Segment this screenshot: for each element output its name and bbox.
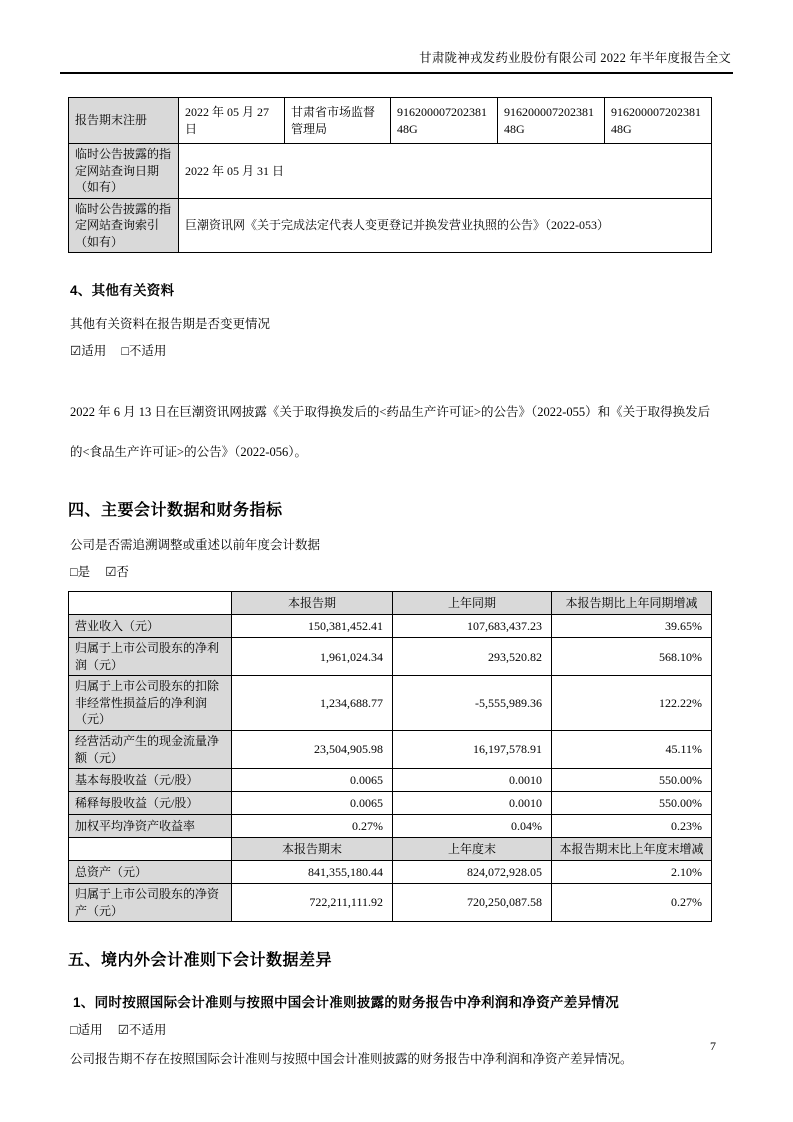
- table-row: [69, 792, 712, 815]
- value-current: 841,355,180.44: [232, 861, 393, 884]
- value-prior: -5,555,989.36: [393, 676, 552, 731]
- value-change: 550.00%: [552, 792, 712, 815]
- corner-cell: [69, 838, 232, 861]
- corner-cell: [69, 592, 232, 615]
- table-header-row: [69, 838, 712, 861]
- checkbox-label-apply: 适用: [77, 1023, 103, 1038]
- table-row: [69, 884, 712, 922]
- page-number: 7: [710, 1039, 716, 1053]
- column-header: 本报告期末比上年度末增减: [552, 838, 712, 861]
- table-row: [69, 676, 712, 731]
- value-current: 150,381,452.41: [232, 615, 393, 638]
- report-body: [68, 97, 711, 1067]
- value-prior: 824,072,928.05: [393, 861, 552, 884]
- value-current: 0.0065: [232, 792, 393, 815]
- table-row: [69, 198, 712, 253]
- value-prior: 293,520.82: [393, 638, 552, 676]
- value-prior: 0.0010: [393, 792, 552, 815]
- table-row: [69, 731, 712, 769]
- value-change: 45.11%: [552, 731, 712, 769]
- value-change: 550.00%: [552, 769, 712, 792]
- company-info-table: [68, 97, 712, 253]
- indicator-label: 加权平均净资产收益率: [69, 815, 232, 838]
- credit-code-cell: 91620000720238148G: [498, 98, 605, 144]
- table-row: [69, 98, 712, 144]
- other-info-paragraph: 2022 年 6 月 13 日在巨潮资讯网披露《关于取得换发后的<药品生产许可证>的公告》（2022-055）和《关于取得换发后的<食品生产许可证>的公告》（2022-056）。: [70, 405, 711, 460]
- value-prior: 16,197,578.91: [393, 731, 552, 769]
- table-row: [69, 769, 712, 792]
- table-row: [69, 861, 712, 884]
- value-current: 23,504,905.98: [232, 731, 393, 769]
- credit-code-cell: 91620000720238148G: [605, 98, 712, 144]
- credit-code-cell: 91620000720238148G: [391, 98, 498, 144]
- value-change: 0.27%: [552, 884, 712, 922]
- report-header-title: 甘肃陇神戎发药业股份有限公司 2022 年半年度报告全文: [419, 51, 731, 65]
- column-header: 上年同期: [393, 592, 552, 615]
- restate-question: 公司是否需追溯调整或重述以前年度会计数据: [70, 538, 321, 553]
- report-header: [60, 0, 733, 74]
- indicator-label: 归属于上市公司股东的净资产（元）: [69, 884, 232, 922]
- checkbox-unchecked-icon: □: [70, 565, 78, 580]
- section-heading-key-financials: 四、主要会计数据和财务指标: [68, 502, 283, 520]
- column-header: 本报告期比上年同期增减: [552, 592, 712, 615]
- table-header-row: [69, 592, 712, 615]
- value-prior: 107,683,437.23: [393, 615, 552, 638]
- indicator-label: 归属于上市公司股东的扣除非经常性损益后的净利润（元）: [69, 676, 232, 731]
- info-row-label: 临时公告披露的指定网站查询索引（如有）: [69, 198, 179, 253]
- checkbox-label-apply: 适用: [81, 344, 107, 359]
- value-change: 39.65%: [552, 615, 712, 638]
- ifrs-difference-statement: 公司报告期不存在按照国际会计准则与按照中国会计准则披露的财务报告中净利润和净资产差异情况。: [70, 1052, 633, 1067]
- column-header: 本报告期: [232, 592, 393, 615]
- value-change: 2.10%: [552, 861, 712, 884]
- checkbox-label-yes: 是: [77, 565, 91, 580]
- value-prior: 0.04%: [393, 815, 552, 838]
- value-current: 722,211,111.92: [232, 884, 393, 922]
- indicator-label: 稀释每股收益（元/股）: [69, 792, 232, 815]
- checkbox-checked-icon: ☑: [105, 565, 117, 580]
- table-row: [69, 815, 712, 838]
- disclosure-index-cell: 巨潮资讯网《关于完成法定代表人变更登记并换发营业执照的公告》（2022-053）: [179, 198, 712, 253]
- checkbox-unchecked-icon: □: [70, 1023, 78, 1038]
- indicator-label: 营业收入（元）: [69, 615, 232, 638]
- section-heading-other-info: 4、其他有关资料: [70, 283, 175, 299]
- column-header: 上年度末: [393, 838, 552, 861]
- ifrs-applicability: [70, 1020, 711, 1038]
- value-prior: 720,250,087.58: [393, 884, 552, 922]
- registration-date-cell: 2022 年 05 月 27 日: [179, 98, 285, 144]
- table-row: [69, 144, 712, 199]
- checkbox-label-no: 否: [116, 565, 129, 580]
- indicator-label: 总资产（元）: [69, 861, 232, 884]
- table-row: [69, 638, 712, 676]
- value-change: 122.22%: [552, 676, 712, 731]
- checkbox-checked-icon: ☑: [70, 344, 82, 359]
- value-prior: 0.0010: [393, 769, 552, 792]
- indicator-label: 归属于上市公司股东的净利润（元）: [69, 638, 232, 676]
- value-change: 0.23%: [552, 815, 712, 838]
- info-row-label: 临时公告披露的指定网站查询日期（如有）: [69, 144, 179, 199]
- indicator-label: 经营活动产生的现金流量净额（元）: [69, 731, 232, 769]
- info-row-label: 报告期末注册: [69, 98, 179, 144]
- financial-indicators-table: [68, 591, 712, 922]
- column-header: 本报告期末: [232, 838, 393, 861]
- table-row: [69, 615, 712, 638]
- checkbox-label-not-apply: 不适用: [128, 1023, 167, 1038]
- disclosure-date-cell: 2022 年 05 月 31 日: [179, 144, 712, 199]
- checkbox-unchecked-icon: □: [121, 344, 129, 359]
- registration-authority-cell: 甘肃省市场监督管理局: [285, 98, 391, 144]
- subsection-heading-ifrs-differences: 1、同时按照国际会计准则与按照中国会计准则披露的财务报告中净利润和净资产差异情况: [73, 995, 620, 1011]
- value-current: 1,961,024.34: [232, 638, 393, 676]
- other-info-applicability: [70, 341, 711, 359]
- value-current: 1,234,688.77: [232, 676, 393, 731]
- checkbox-label-not-apply: 不适用: [128, 344, 167, 359]
- value-current: 0.0065: [232, 769, 393, 792]
- checkbox-checked-icon: ☑: [117, 1023, 129, 1038]
- indicator-label: 基本每股收益（元/股）: [69, 769, 232, 792]
- restate-applicability: [70, 562, 711, 580]
- value-current: 0.27%: [232, 815, 393, 838]
- value-change: 568.10%: [552, 638, 712, 676]
- section-heading-accounting-differences: 五、境内外会计准则下会计数据差异: [68, 952, 333, 970]
- other-info-question: 其他有关资料在报告期是否变更情况: [70, 317, 271, 332]
